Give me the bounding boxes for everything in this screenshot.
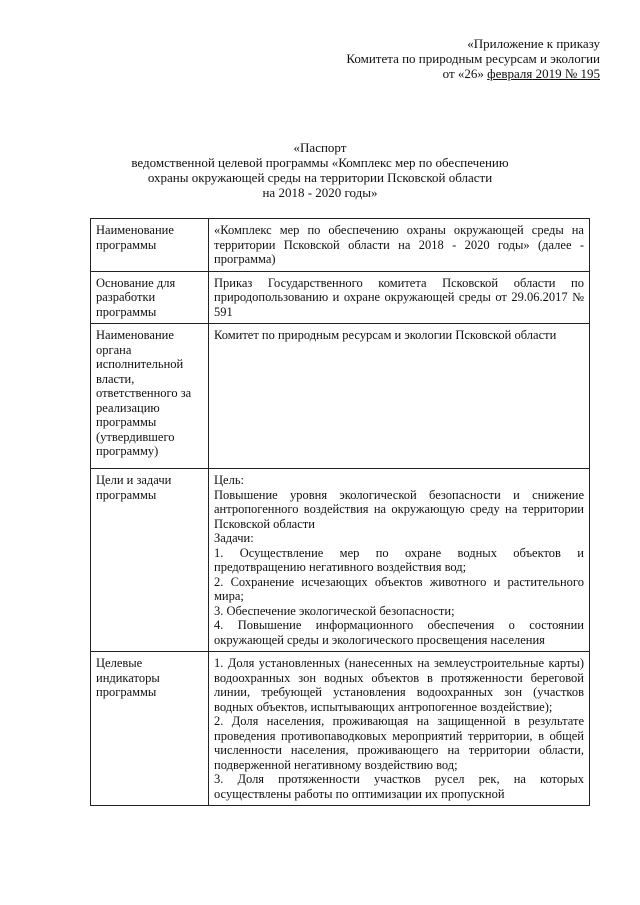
- tasks-heading: Задачи:: [214, 531, 254, 545]
- task-item: 4. Повышение информационного обеспечения о состоянии окружающей среды и экологического просвещения населения: [214, 618, 584, 647]
- row-value: Комитет по природным ресурсам и экологии Псковской области: [209, 324, 590, 469]
- indicator-item: 1. Доля установленных (нанесенных на землеустроительные карты) водоохранных зон водных объектов в протяженности береговой линии, требующей установления водоохранных зон (участков водных объектов, испытывающих антропогенное воздействие);: [214, 656, 584, 714]
- table-row: [91, 324, 590, 469]
- task-item: 3. Обеспечение экологической безопасности;: [214, 603, 455, 618]
- row-value: Приказ Государственного комитета Псковской области по природопользованию и охране окружающей среды от 29.06.2017 № 591: [209, 271, 590, 324]
- appendix-line-3: [346, 66, 600, 81]
- indicator-item: 3. Доля протяженности участков русел рек, на которых осуществлены работы по оптимизации их пропускной: [214, 772, 584, 801]
- table-row: [91, 219, 590, 272]
- table-row: [91, 652, 590, 806]
- indicator-item: 2. Доля населения, проживающая на защищенной в результате проведения противопаводковых мероприятий территории, в общей численности населения, проживающего на территории области, подверженной негативному воздействию вод;: [214, 714, 584, 772]
- row-label: Целевые индикаторы программы: [91, 652, 209, 806]
- goal-heading: Цель:: [214, 473, 244, 487]
- appendix-date-prefix: от «26»: [442, 66, 488, 81]
- title-line-3: охраны окружающей среды на территории Псковской области: [147, 170, 493, 185]
- appendix-line-1: «Приложение к приказу: [467, 36, 600, 51]
- table-row: [91, 469, 590, 652]
- row-label: Наименование программы: [91, 219, 209, 272]
- appendix-date-year: 2019 №: [532, 66, 581, 81]
- table-row: [91, 271, 590, 324]
- document-title: [100, 140, 540, 200]
- title-line-2: ведомственной целевой программы «Комплекс мер по обеспечению: [131, 155, 509, 170]
- task-item: 2. Сохранение исчезающих объектов животного и растительного мира;: [214, 574, 584, 603]
- row-label: Цели и задачи программы: [91, 469, 209, 652]
- passport-table: [90, 218, 590, 806]
- row-value: «Комплекс мер по обеспечению охраны окружающей среды на территории Псковской области на 2018 - 2020 годы» (далее - программа): [209, 219, 590, 272]
- title-line-1: «Паспорт: [293, 140, 347, 155]
- appendix-line-2: Комитета по природным ресурсам и экологии: [346, 51, 600, 66]
- row-value: [209, 652, 590, 806]
- task-item: 1. Осуществление мер по охране водных объектов и предотвращению негативного воздействия вод;: [214, 545, 584, 574]
- row-label: Наименование органа исполнительной власти, ответственного за реализацию программы (утвердившего программу): [91, 324, 209, 469]
- row-label: Основание для разработки программы: [91, 271, 209, 324]
- appendix-date-month: февраля: [487, 66, 533, 81]
- goal-text: Повышение уровня экологической безопасности и снижение антропогенного воздействия на окружающую среду на территории Псковской области: [214, 487, 584, 531]
- appendix-header: [346, 36, 600, 81]
- appendix-order-number: 195: [580, 66, 600, 81]
- title-line-4: на 2018 - 2020 годы»: [262, 185, 378, 200]
- row-value: [209, 469, 590, 652]
